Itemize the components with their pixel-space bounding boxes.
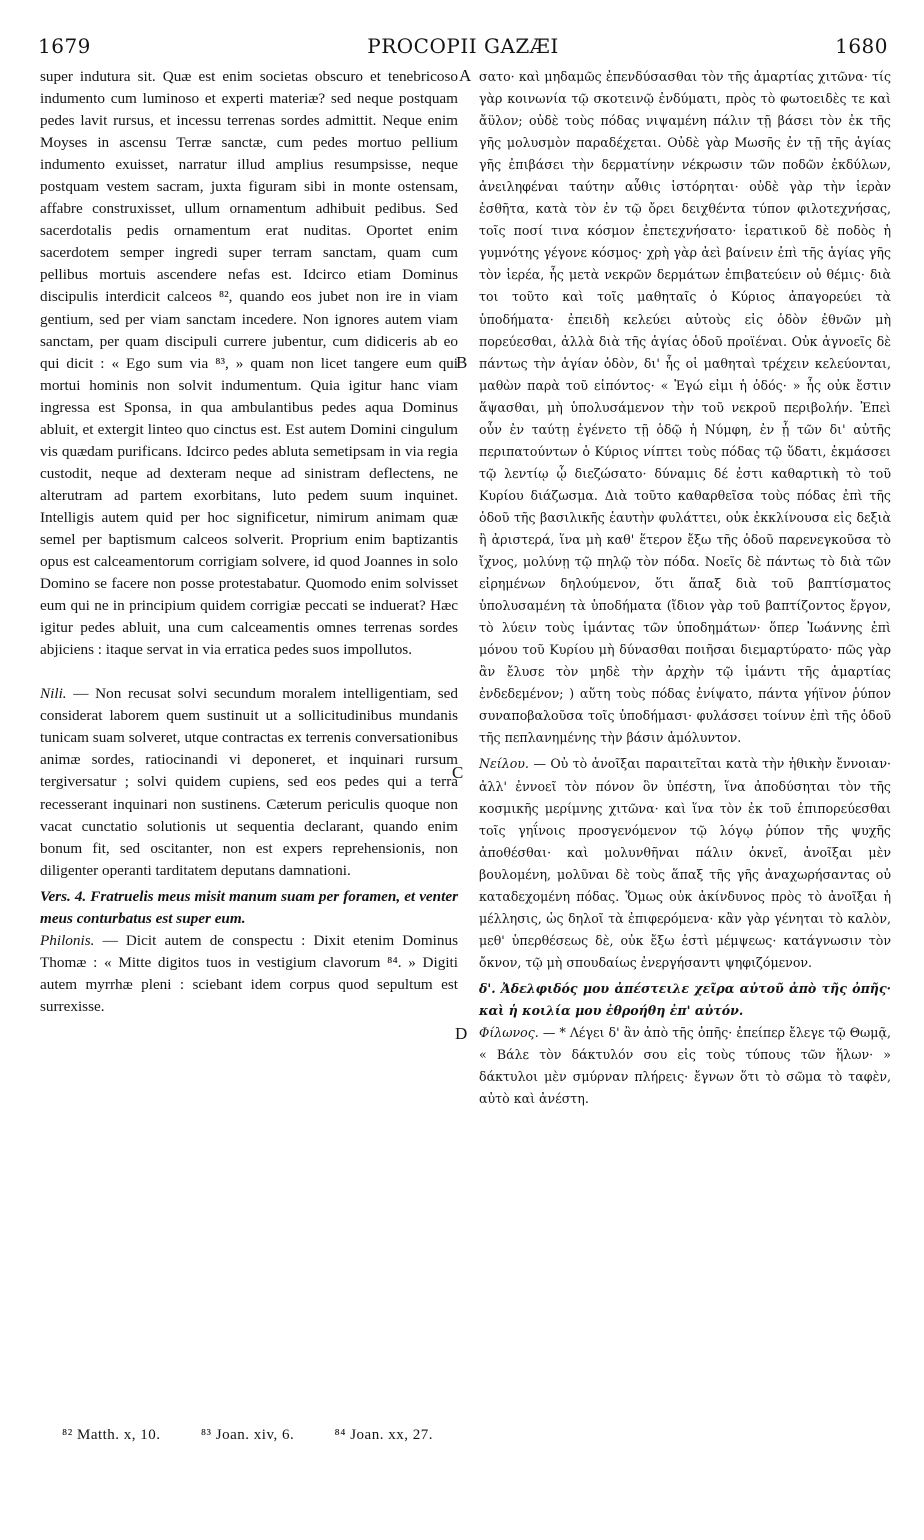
footnote-83: ⁸³ Joan. xiv, 6. xyxy=(200,1427,295,1443)
footnote-84: ⁸⁴ Joan. xx, 27. xyxy=(334,1427,433,1443)
latin-column xyxy=(40,66,458,1018)
latin-nili-label: Nili. xyxy=(40,685,67,703)
running-title: PROCOPII GAZÆI xyxy=(367,34,559,58)
margin-marker-d: D xyxy=(455,1024,468,1043)
margin-marker-a: A xyxy=(459,66,472,85)
latin-paragraph-1: super indutura sit. Quæ est enim societas obscuro et tenebricoso indumento cum luminoso et experti materiæ? sed neque postquam pedes lavit rursus, et incessu terrenas sordes admittit. Neque enim Moyses in ascensu Terræ sanctæ, cum pedes mortuo pellium indumento exuisset, narratur illud amplius resumpsisse, neque postquam vestem sacram, juxta figuram sibi in monte ostensam, affabre construxisset, ullum ornamentum adhibuit pedibus. Sed sacerdotalis pedis ornamentum erat nuditas. Oportet enim sacerdotem semper ingredi super terram sanctam, quam cum pellibus mortuis ascendere nefas est. Idcirco etiam Dominus discipulis interdicit calceos ⁸², quando eos jubet non ire in viam gentium, sed per viam sanctam incedere. Non ignores autem viam sanctam, per quam discipuli currere jubentur, cum didiceris ab eo qui dicit : « Ego sum via ⁸³, » quam non licet tangere eum qui mortui hominis non solvit indumentum. Quia igitur hanc viam ingressa est Sponsa, in qua ambulantibus pedes aqua Dominus abluit, et extergit linteo quo cinctus est. Est autem Domini cingulum vis quædam purificans. Idcirco pedes abluta semetipsam in via regia custodit, neque ad dexteram neque ad sinistram deflectens, ne alterutram ad partem exorbitans, luto pedem suum inquinet. Intelligis autem quid per hoc significetur, nimirum animam quæ semel per baptismum calceos solverit. Proprium enim baptizantis opus est calceamentorum corrigiam solvere, id quod Joannes in solo Domino se facere non posse protestabatur. Quomodo enim solvisset eum qui ne in principium quidem corrigiæ peccati se induerat? Hæc igitur pedes abluit, una cum calceamentis omnes terrenas sordes abjiciens : itaque servat in via erratica pedes suos impollutos. xyxy=(40,68,458,659)
greek-verse-text: Ἀδελφιδός μου ἀπέστειλε χεῖρα αὐτοῦ ἀπὸ τῆς ὀπῆς· καὶ ἡ κοιλία μου ἐθροήθη ἐπ' αὐτόν. xyxy=(479,980,891,1018)
latin-verse-label: Vers. 4. xyxy=(40,887,87,905)
greek-neilou-text: — Οὐ τὸ ἀνοῖξαι παραιτεῖται κατὰ τὴν ἠθικὴν ἔννοιαν· ἀλλ' ἐννοεῖ τὸν πόνον ὃν ὑπέστη, ἵνα ἀποδύσηται τὸν τῆς κοσμικῆς μερίμνης χιτῶνα· καὶ ἵνα τὸν ἐκ τοῦ ἐπιπορεύεσθαι τοῖς γηΐνοις προσγενόμενον τῷ λόγῳ ῥύπον τῆς ψυχῆς ἀποθέσθαι· καὶ μολυνθῆναι πάλιν ὀκνεῖ, ἀνοῖξαι μὲν βουλομένη, μολῦναι δὲ τοὺς ἅπαξ τῆς γῆς ἀναχωρήσαντας οὐ καταδεχομένη πόδας. Ὅμως οὐκ ἀκίνδυνος πρὸς τὸ ἀνοῖξαι ἡ μέλλησις, ὡς δηλοῖ τὰ ἐπιφερόμενα· κἂν γὰρ γένηται τὸ καλὸν, μεθ' ὑπερθέσεως δὲ, οὐκ ἔξω ἐστὶ μέμψεως· κατάγνωσιν τὸν ὄκνον, τῷ μὴ σπουδαίως ἐνεργήσαντι ψηφιζόμενον. xyxy=(479,756,891,970)
latin-philonis-text: — Dicit autem de conspectu : Dixit etenim Dominus Thomæ : « Mitte digitos tuos in vestigium clavorum ⁸⁴. » Digiti autem myrrhæ pleni : sciebant idem corpus quod sepultum est surrexisse. xyxy=(40,931,458,1015)
latin-nili-text: — Non recusat solvi secundum moralem intelligentiam, sed considerat laborem quem sustinuit ut a sollicitudinibus mundanis tunicam suam solveret, utque contractas ex terrenis conversationibus animæ sordes, ratiocinandi vi deponeret, et inquinari rursum tergiversatur ; solvi quidem cupiens, sed eos pedes qui a terra recesserant inquinari non sustinens. Cæterum periculis quoque non vacat cunctatio solutionis ut sequentia declarant, quando enim bonum fit, sed oscitanter, non est expers reprehensionis, non diligenter operanti tarditatem deputans damnationi. xyxy=(40,685,458,879)
margin-marker-c: C xyxy=(452,763,464,782)
greek-verse-label: δ'. xyxy=(479,980,496,996)
footnote-82: ⁸² Matth. x, 10. xyxy=(62,1427,161,1443)
right-column-number: 1680 xyxy=(835,34,888,58)
latin-verse xyxy=(40,886,458,930)
greek-philonos-paragraph xyxy=(479,1022,891,1110)
margin-marker-b: B xyxy=(456,353,468,372)
latin-verse-text: Fratruelis meus misit manum suam per foramen, et venter meus conturbatus est super eum. xyxy=(40,887,458,927)
greek-philonos-label: Φίλωνος. xyxy=(479,1025,539,1041)
latin-nili-paragraph xyxy=(40,683,458,881)
left-column-number: 1679 xyxy=(38,34,91,58)
footnotes xyxy=(62,1427,662,1444)
greek-neilou-label: Νείλου. xyxy=(479,756,529,772)
greek-neilou-paragraph xyxy=(479,753,891,973)
greek-verse xyxy=(479,978,891,1022)
latin-philonis-paragraph xyxy=(40,930,458,1018)
greek-paragraph-1: σατο· καὶ μηδαμῶς ἐπενδύσασθαι τὸν τῆς ἁμαρτίας χιτῶνα· τίς γὰρ κοινωνία τῷ σκοτεινῷ ἐνδύματι, πρὸς τὸ φωτοειδὲς τε καὶ ἄϋλον; οὐδὲ τοὺς πόδας νιψαμένη πάλιν τῇ βάσει τὸν ἐκ τῆς γῆς μολυσμὸν παραδέχεται. Οὐδὲ γὰρ Μωσῆς ἐν τῇ τῆς ἁγίας γῆς ἐπιβάσει τὴν δερματίνην νέκρωσιν τῶν ποδῶν ἐκδύλων, ἀνειληφέναι ταύτην αὖθις ἱστόρηται· οὐδὲ γὰρ τὴν ἱερὰν ἐσθῆτα, κατὰ τὸν ἐν τῷ ὄρει δειχθέντα τύπον φιλοτεχνήσας, τοῖς ποσί τινα κόσμον ἐπετεχνήσατο· ἱερατικοῦ δὲ ποδὸς ἡ γυμνότης γέγονε κόσμος· χρὴ γὰρ ἀεὶ βαίνειν ἐπὶ τῆς ἁγίας γῆς τὸν ἱερέα, ἧς μετὰ νεκρῶν δερμάτων ἐπιβατεύειν οὐ θέμις· διὰ τοι τοῦτο καὶ τοῖς μαθηταῖς ὁ Κύριος ἀπαγορεύει τὰ ὑποδήματα· ἐπειδὴ κελεύει αὐτοὺς εἰς ὁδὸν ἐθνῶν μὴ πορεύεσθαι, ἀλλὰ διὰ τῆς ἁγίας ὁδοῦ προϊέναι. Οὐκ ἀγνοεῖς δὲ πάντως τὴν ἁγίαν ὁδὸν, δι' ἧς οἱ μαθηταὶ τρέχειν κελεύονται, μαθὼν παρὰ τοῦ εἰπόντος· « Ἐγώ εἰμι ἡ ὁδός· » ἧς οὐκ ἔστιν ἅψασθαι, μὴ ὑπολυσάμενον τὴν τοῦ νεκροῦ περιβολήν. Ἐπεὶ οὖν ἐν ταύτῃ ἐγένετο τῇ ὁδῷ ἡ Νύμφη, ἐν ᾗ τῶν δι' αὐτῆς περιπατούντων ὁ Κύριος νίπτει τοὺς πόδας τῷ ὕδατι, ἐκμάσσει τῷ λεντίῳ ᾧ διεζώσατο· δύναμις δέ ἐστι καθαρτικὴ τὸ τοῦ Κυρίου διάζωσμα. Διὰ τοῦτο καθαρθεῖσα τοὺς πόδας ἐπὶ τῆς ὁδοῦ τῆς βασιλικῆς ἑαυτὴν φυλάττει, οὐκ ἐκκλίνουσα εἰς δεξιὰ ἢ ἀριστερά, ἵνα μὴ καθ' ἕτερον ἔξω τῆς ὁδοῦ παρενεγκοῦσα τὸ ἴχνος, μολύνῃ τῷ πηλῷ τὸν πόδα. Νοεῖς δὲ πάντως τὸ διὰ τῶν εἰρημένων δηλούμενον, ὅτι ἅπαξ διὰ τοῦ βαπτίσματος ὑπολυσαμένη τὰ ὑποδήματα (ἴδιον γὰρ τοῦ βαπτίζοντος ἔργον, τὸ λύειν τοὺς ἱμάντας τῶν ὑποδημάτων· ὅπερ Ἰωάννης ἐπὶ μόνου τοῦ Κυρίου μὴ δύνασθαι ποιῆσαι διεμαρτύρατο· πῶς γὰρ ἂν ἔλυσε τὸν μηδὲ τὴν ἀρχὴν τῷ ἱμάντι τῆς ἁμαρτίας ἐνδεδεμένον; ) αὕτη τοὺς πόδας ἐνίψατο, πάντα γήϊνον ῥύπον συναποβαλοῦσα τοῖς ὑποδήμασι· φυλάσσει τοίνυν ἐπὶ τῆς ὁδοῦ τῆς πεπλανημένης τὴν βάσιν ἀμόλυντον. xyxy=(479,69,891,746)
running-header xyxy=(38,34,888,58)
greek-philonos-text: — * Λέγει δ' ἂν ἀπὸ τῆς ὀπῆς· ἐπείπερ ἔλεγε τῷ Θωμᾷ, « Βάλε τὸν δάκτυλόν σου εἰς τοὺς τύπους τῶν ἥλων· » δάκτυλοι μὲν σμύρναν πλήρεις· ἔγνων ὅτι τὸ σῶμα τὸ ταφὲν, αὐτὸ καὶ ἀνέστη. xyxy=(479,1025,891,1107)
latin-philonis-label: Philonis. xyxy=(40,931,95,949)
greek-column xyxy=(479,66,891,1110)
